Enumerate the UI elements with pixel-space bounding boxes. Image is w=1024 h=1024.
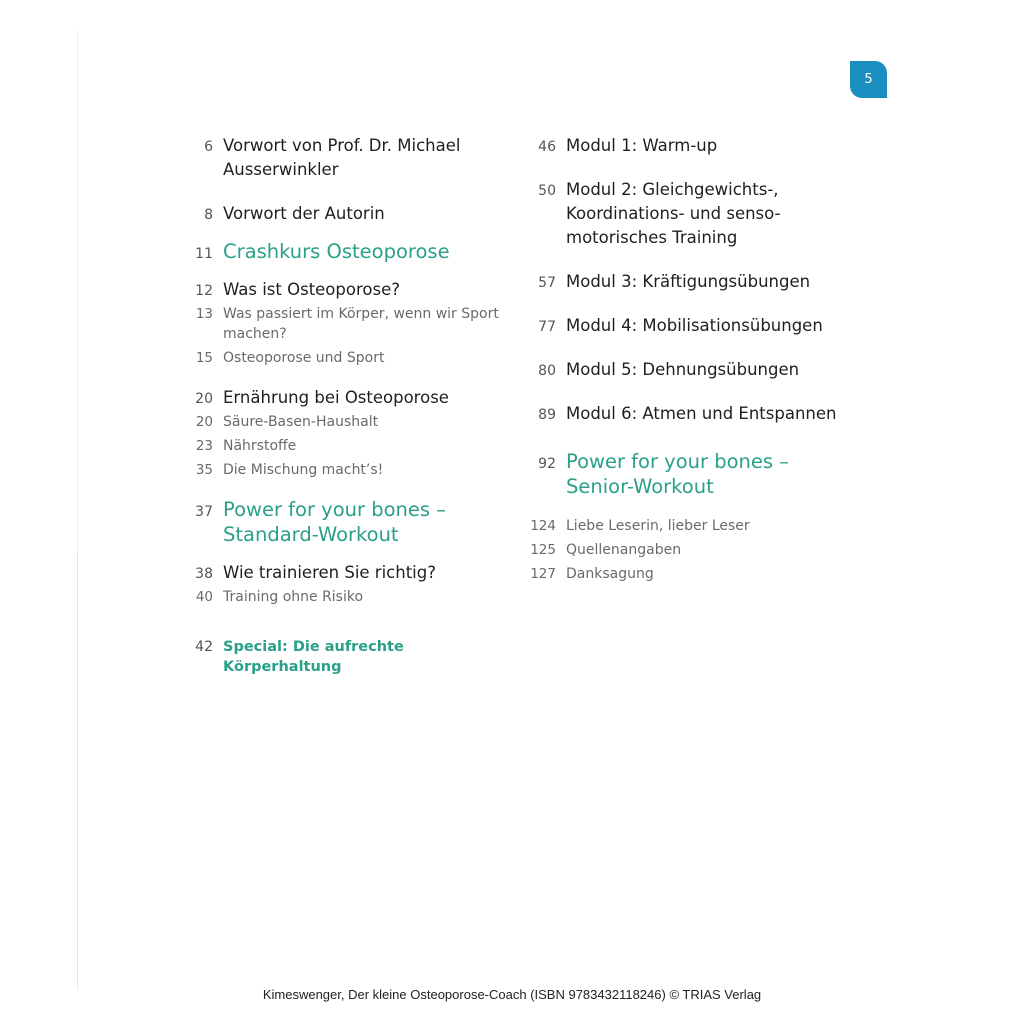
toc-page-number: 12 [195, 283, 213, 299]
toc-entry[interactable] [524, 178, 796, 250]
toc-section-entry[interactable] [190, 497, 510, 547]
toc-entry[interactable] [524, 134, 854, 158]
toc-sub-title: Was passiert im Körper, wenn wir Sport machen? [223, 306, 499, 342]
toc-sub-title: Die Mischung macht’s! [223, 462, 384, 478]
toc-section-entry[interactable] [190, 239, 510, 264]
toc-title: Modul 2: Gleichgewichts-, Koordinations- und senso- motorisches Training [566, 180, 781, 247]
toc-section-title: Power for your bones – Standard-Workout [223, 498, 446, 546]
toc-page-number: 15 [195, 350, 213, 366]
toc-entry[interactable] [524, 402, 854, 426]
toc-page-number: 8 [204, 207, 213, 223]
toc-page-number: 127 [530, 566, 556, 582]
toc-page-number: 89 [538, 407, 556, 423]
toc-left-column [190, 134, 510, 677]
toc-sub-entry[interactable] [524, 564, 854, 584]
toc-sub-entry[interactable] [524, 516, 854, 536]
toc-sub-entry[interactable] [190, 460, 510, 480]
page-edge-tint [77, 555, 78, 985]
toc-entry[interactable] [524, 358, 854, 382]
toc-right-column [524, 134, 854, 584]
toc-page-number: 20 [195, 414, 213, 430]
toc-page-number: 125 [530, 542, 556, 558]
toc-page-number: 35 [195, 462, 213, 478]
toc-sub-title: Quellenangaben [566, 542, 682, 558]
toc-title: Ernährung bei Osteoporose [223, 388, 449, 407]
toc-entry[interactable] [190, 386, 510, 410]
toc-section-title: Power for your bones – Senior-Workout [566, 450, 789, 498]
toc-sub-title: Osteoporose und Sport [223, 350, 385, 366]
toc-entry[interactable] [190, 561, 510, 585]
toc-special-title: Special: Die aufrechte Körperhaltung [223, 639, 404, 675]
toc-title: Modul 3: Kräftigungsübungen [566, 272, 811, 291]
toc-page-number: 124 [530, 518, 556, 534]
toc-sub-title: Danksagung [566, 566, 654, 582]
toc-page-number: 38 [195, 566, 213, 582]
toc-section-entry[interactable] [524, 449, 806, 499]
toc-sub-title: Liebe Leserin, lieber Leser [566, 518, 750, 534]
toc-page-number: 11 [195, 246, 213, 262]
toc-page-number: 23 [195, 438, 213, 454]
toc-sub-entry[interactable] [190, 304, 510, 344]
toc-entry[interactable] [190, 202, 510, 226]
toc-sub-entry[interactable] [190, 348, 510, 368]
toc-page-number: 46 [538, 139, 556, 155]
toc-entry[interactable] [524, 270, 854, 294]
toc-page-number: 6 [204, 139, 213, 155]
toc-page-number: 13 [195, 306, 213, 322]
toc-page-number: 50 [538, 183, 556, 199]
toc-page-number: 42 [195, 639, 213, 655]
toc-title: Vorwort von Prof. Dr. Michael Ausserwinkler [223, 136, 461, 179]
toc-page-number: 37 [195, 504, 213, 520]
toc-sub-entry[interactable] [190, 587, 510, 607]
toc-entry[interactable] [190, 278, 510, 302]
toc-sub-entry[interactable] [190, 436, 510, 456]
page-footer-citation: Kimeswenger, Der kleine Osteoporose-Coach (ISBN 9783432118246) © TRIAS Verlag [262, 987, 762, 1002]
toc-page-number: 20 [195, 391, 213, 407]
toc-title: Modul 5: Dehnungsübungen [566, 360, 800, 379]
toc-page-number: 57 [538, 275, 556, 291]
toc-title: Modul 6: Atmen und Entspannen [566, 404, 837, 423]
toc-entry[interactable] [190, 134, 510, 182]
toc-title: Vorwort der Autorin [223, 204, 385, 223]
page-number-badge: 5 [850, 61, 887, 98]
toc-title: Was ist Osteoporose? [223, 280, 400, 299]
toc-page-number: 80 [538, 363, 556, 379]
toc-sub-title: Nährstoffe [223, 438, 297, 454]
toc-entry[interactable] [524, 314, 854, 338]
toc-title: Wie trainieren Sie richtig? [223, 563, 436, 582]
toc-title: Modul 1: Warm-up [566, 136, 718, 155]
toc-section-title: Crashkurs Osteoporose [223, 240, 450, 263]
toc-sub-title: Säure-Basen-Haushalt [223, 414, 379, 430]
toc-page-number: 77 [538, 319, 556, 335]
toc-title: Modul 4: Mobilisationsübungen [566, 316, 823, 335]
toc-sub-entry[interactable] [524, 540, 854, 560]
toc-page-number: 40 [195, 589, 213, 605]
toc-sub-entry[interactable] [190, 412, 510, 432]
toc-page-number: 92 [538, 456, 556, 472]
toc-special-entry[interactable] [190, 637, 510, 677]
toc-sub-title: Training ohne Risiko [223, 589, 364, 605]
